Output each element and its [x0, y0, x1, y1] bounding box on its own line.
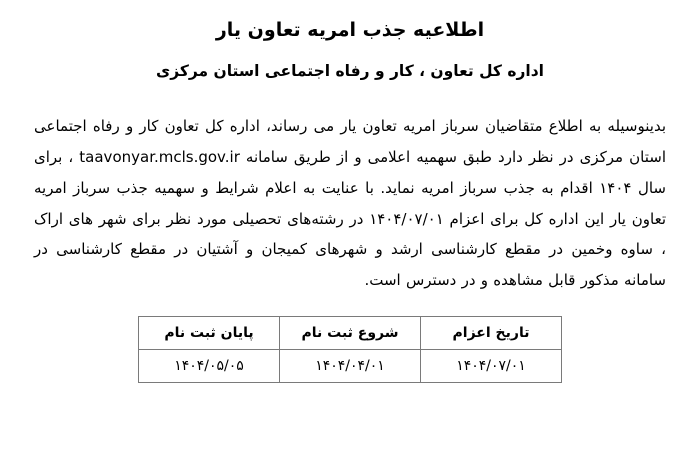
table-header: [139, 317, 562, 350]
cell-dispatch-date: ۱۴۰۴/۰۷/۰۱: [421, 350, 562, 383]
page-title: اطلاعیه جذب امریه تعاون یار: [215, 19, 485, 41]
table-header-row: [139, 317, 562, 350]
cell-registration-end: ۱۴۰۴/۰۵/۰۵: [139, 350, 280, 383]
column-header-dispatch-date: تاریخ اعزام: [421, 317, 562, 350]
registration-portal-url: taavonyar.mcls.gov.ir: [79, 147, 240, 166]
table-row: [139, 350, 562, 383]
column-header-registration-start: شروع ثبت نام: [280, 317, 421, 350]
page-subtitle: اداره کل تعاون ، کار و رفاه اجتماعی استان مرکزی: [156, 61, 544, 80]
table-body: [139, 350, 562, 383]
column-header-registration-end: پایان ثبت نام: [139, 317, 280, 350]
cell-registration-start: ۱۴۰۴/۰۴/۰۱: [280, 350, 421, 383]
announcement-body: [30, 111, 670, 296]
schedule-table: [138, 316, 562, 383]
body-text-part-1: بدینوسیله به اطلاع متقاضیان سرباز امریه تعاون یار می رساند، اداره کل تعاون کار و رفاه اجتماعی استان مرکزی در نظر دارد طبق سهمیه اعلامی و از طریق سامانه: [34, 116, 666, 166]
body-text-part-2: ، برای سال ۱۴۰۴ اقدام به جذب سرباز امریه نماید. با عنایت به اعلام شرایط و سهمیه جذب سرباز امریه تعاون یار این اداره کل برای اعزام ۱۴۰۴/۰۷/۰۱ در رشته‌های تحصیلی مورد نظر برای شهر های اراک ، ساوه وخمین در مقطع کارشناسی ارشد و شهرهای کمیجان و آشتیان در مقطع کارشناسی در سامانه مذکور قابل مشاهده و در دسترس است.: [34, 147, 666, 290]
schedule-table-wrapper: [30, 316, 670, 383]
